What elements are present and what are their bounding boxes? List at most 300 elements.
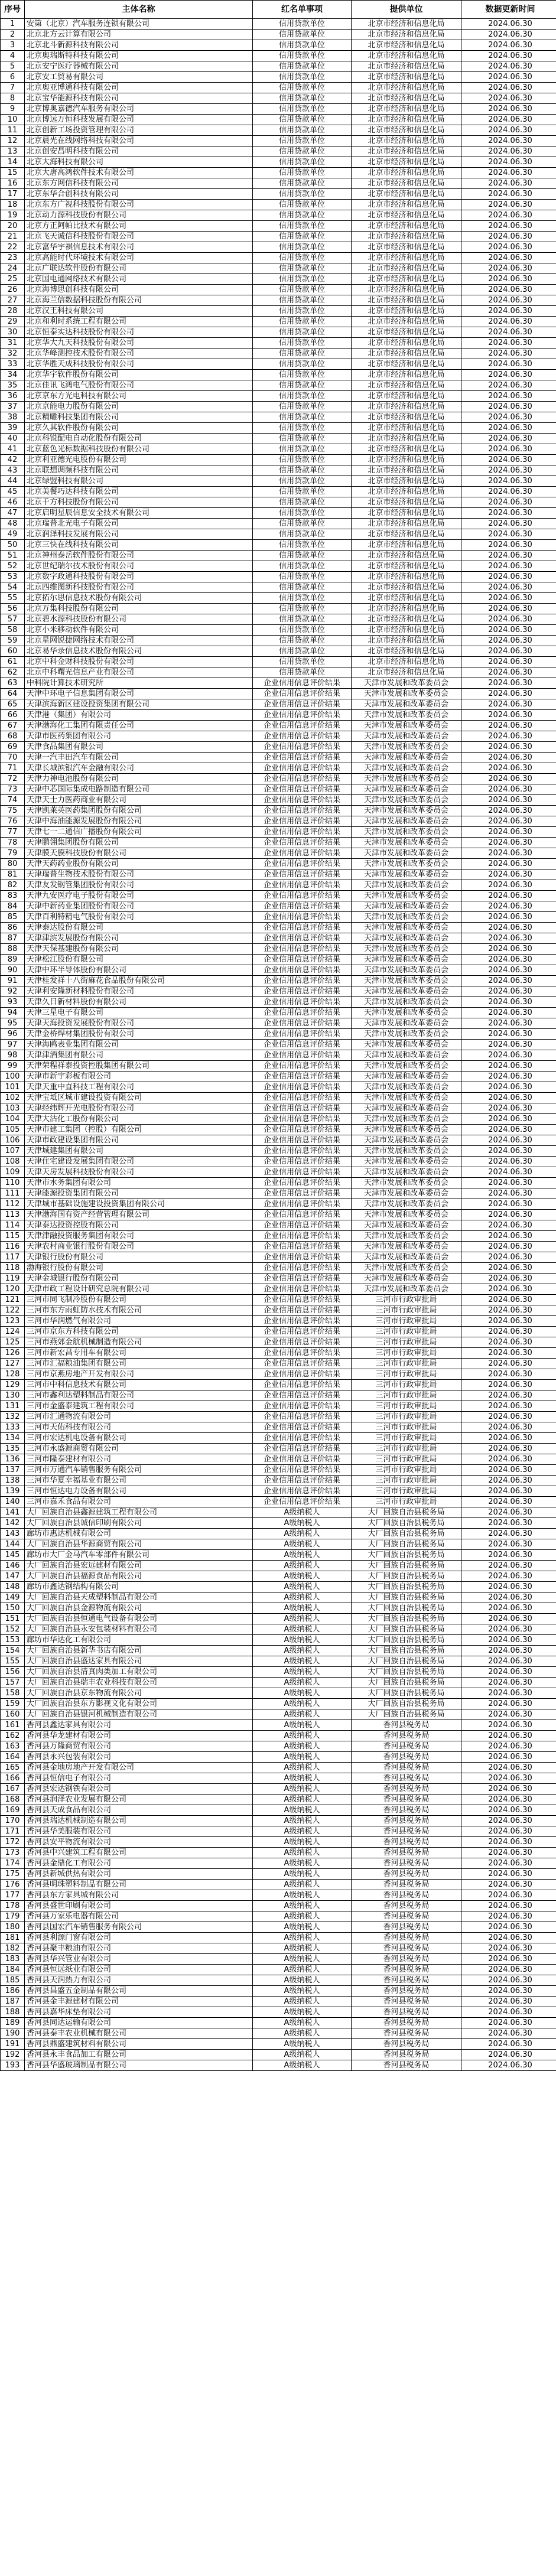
cell-date: 2024.06.30 bbox=[461, 338, 556, 349]
cell-no: 30 bbox=[1, 327, 25, 338]
cell-date: 2024.06.30 bbox=[461, 657, 556, 667]
cell-provider: 香河县税务局 bbox=[352, 1975, 461, 1986]
cell-item: A级纳税人 bbox=[253, 1603, 352, 1614]
cell-provider: 北京市经济和信息化局 bbox=[352, 465, 461, 476]
cell-no: 132 bbox=[1, 1412, 25, 1422]
cell-provider: 北京市经济和信息化局 bbox=[352, 476, 461, 487]
cell-provider: 大厂回族自治县税务局 bbox=[352, 1624, 461, 1635]
cell-name: 北京华大九天科技股份有限公司 bbox=[25, 338, 253, 349]
table-row bbox=[1, 625, 556, 636]
cell-provider: 北京市经济和信息化局 bbox=[352, 40, 461, 51]
cell-name: 天津市政工程设计研究总院有限公司 bbox=[25, 1284, 253, 1295]
cell-provider: 香河县税务局 bbox=[352, 1911, 461, 1922]
cell-item: 企业信用信息评价结果 bbox=[253, 1018, 352, 1029]
cell-date: 2024.06.30 bbox=[461, 189, 556, 200]
cell-date: 2024.06.30 bbox=[461, 423, 556, 434]
table-row bbox=[1, 1497, 556, 1507]
cell-provider: 大厂回族自治县税务局 bbox=[352, 1699, 461, 1709]
cell-no: 10 bbox=[1, 115, 25, 125]
cell-no: 114 bbox=[1, 1220, 25, 1231]
cell-name: 天津天重中直科技工程有限公司 bbox=[25, 1082, 253, 1093]
table-row bbox=[1, 1135, 556, 1146]
cell-date: 2024.06.30 bbox=[461, 285, 556, 295]
cell-provider: 天津市发展和改革委员会 bbox=[352, 1125, 461, 1135]
cell-provider: 北京市经济和信息化局 bbox=[352, 115, 461, 125]
cell-name: 香河县东方家具城有限公司 bbox=[25, 1890, 253, 1901]
cell-date: 2024.06.30 bbox=[461, 1550, 556, 1561]
cell-name: 香河县嘉华床垫有限公司 bbox=[25, 2007, 253, 2018]
cell-item: 信用贷款单位 bbox=[253, 263, 352, 274]
table-row bbox=[1, 465, 556, 476]
header-no: 序号 bbox=[1, 1, 25, 19]
table-row bbox=[1, 731, 556, 742]
cell-provider: 北京市经济和信息化局 bbox=[352, 61, 461, 72]
cell-provider: 天津市发展和改革委员会 bbox=[352, 912, 461, 923]
cell-no: 128 bbox=[1, 1369, 25, 1380]
cell-item: 企业信用信息评价结果 bbox=[253, 1295, 352, 1305]
table-row bbox=[1, 51, 556, 61]
cell-date: 2024.06.30 bbox=[461, 2050, 556, 2060]
cell-name: 三河市鑫利达塑料制品有限公司 bbox=[25, 1390, 253, 1401]
cell-provider: 天津市发展和改革委员会 bbox=[352, 1284, 461, 1295]
table-row bbox=[1, 1752, 556, 1763]
cell-name: 三河市华润燃气有限公司 bbox=[25, 1316, 253, 1327]
cell-date: 2024.06.30 bbox=[461, 1114, 556, 1125]
cell-no: 56 bbox=[1, 604, 25, 614]
cell-item: 信用贷款单位 bbox=[253, 614, 352, 625]
cell-name: 天津大沽化工股份有限公司 bbox=[25, 1114, 253, 1125]
cell-no: 125 bbox=[1, 1337, 25, 1348]
cell-no: 113 bbox=[1, 1210, 25, 1220]
cell-date: 2024.06.30 bbox=[461, 1454, 556, 1465]
table-row bbox=[1, 83, 556, 93]
cell-name: 大厂回族自治县清真肉类加工有限公司 bbox=[25, 1667, 253, 1678]
cell-provider: 香河县税务局 bbox=[352, 1901, 461, 1911]
cell-no: 148 bbox=[1, 1582, 25, 1593]
table-row bbox=[1, 1369, 556, 1380]
cell-provider: 天津市发展和改革委员会 bbox=[352, 689, 461, 699]
cell-item: 企业信用信息评价结果 bbox=[253, 753, 352, 763]
cell-date: 2024.06.30 bbox=[461, 434, 556, 444]
cell-provider: 香河县税务局 bbox=[352, 1869, 461, 1880]
table-row bbox=[1, 1465, 556, 1476]
table-row bbox=[1, 689, 556, 699]
cell-name: 大厂回族自治县诚信印刷有限公司 bbox=[25, 1518, 253, 1529]
cell-item: 企业信用信息评价结果 bbox=[253, 933, 352, 944]
table-row bbox=[1, 582, 556, 593]
cell-provider: 三河市行政审批局 bbox=[352, 1348, 461, 1359]
table-row bbox=[1, 1220, 556, 1231]
cell-date: 2024.06.30 bbox=[461, 1220, 556, 1231]
cell-name: 香河县利源门窗有限公司 bbox=[25, 1933, 253, 1943]
cell-no: 143 bbox=[1, 1529, 25, 1539]
cell-provider: 北京市经济和信息化局 bbox=[352, 497, 461, 508]
cell-provider: 香河县税务局 bbox=[352, 1816, 461, 1826]
cell-name: 北京绿盟科技有限公司 bbox=[25, 476, 253, 487]
cell-date: 2024.06.30 bbox=[461, 1848, 556, 1858]
cell-item: 信用贷款单位 bbox=[253, 189, 352, 200]
cell-item: 企业信用信息评价结果 bbox=[253, 891, 352, 901]
cell-no: 9 bbox=[1, 104, 25, 115]
cell-date: 2024.06.30 bbox=[461, 327, 556, 338]
cell-name: 天津凯莱英医药集团股份有限公司 bbox=[25, 806, 253, 816]
cell-item: 企业信用信息评价结果 bbox=[253, 1337, 352, 1348]
cell-item: 企业信用信息评价结果 bbox=[253, 784, 352, 795]
table-row bbox=[1, 923, 556, 933]
cell-name: 大厂回族自治县银河机械制造有限公司 bbox=[25, 1709, 253, 1720]
table-row bbox=[1, 657, 556, 667]
cell-provider: 北京市经济和信息化局 bbox=[352, 19, 461, 30]
cell-date: 2024.06.30 bbox=[461, 1720, 556, 1731]
table-row bbox=[1, 1082, 556, 1093]
cell-no: 44 bbox=[1, 476, 25, 487]
cell-provider: 北京市经济和信息化局 bbox=[352, 519, 461, 529]
table-row bbox=[1, 1816, 556, 1826]
cell-item: 信用贷款单位 bbox=[253, 274, 352, 285]
cell-date: 2024.06.30 bbox=[461, 1752, 556, 1763]
cell-name: 大厂回族自治县盛达家具有限公司 bbox=[25, 1656, 253, 1667]
cell-item: 企业信用信息评价结果 bbox=[253, 1454, 352, 1465]
cell-name: 天津膜天膜科技股份有限公司 bbox=[25, 848, 253, 859]
cell-item: A级纳税人 bbox=[253, 1646, 352, 1656]
cell-date: 2024.06.30 bbox=[461, 604, 556, 614]
cell-provider: 大厂回族自治县税务局 bbox=[352, 1539, 461, 1550]
cell-no: 129 bbox=[1, 1380, 25, 1390]
cell-item: 企业信用信息评价结果 bbox=[253, 1178, 352, 1188]
table-row bbox=[1, 72, 556, 83]
cell-date: 2024.06.30 bbox=[461, 1763, 556, 1773]
cell-item: 信用贷款单位 bbox=[253, 51, 352, 61]
cell-item: 企业信用信息评价结果 bbox=[253, 859, 352, 869]
cell-item: A级纳税人 bbox=[253, 1731, 352, 1741]
cell-no: 135 bbox=[1, 1444, 25, 1454]
table-row bbox=[1, 891, 556, 901]
table-row bbox=[1, 551, 556, 561]
cell-name: 大厂回族自治县金源物流有限公司 bbox=[25, 1603, 253, 1614]
cell-no: 16 bbox=[1, 178, 25, 189]
cell-name: 三河市京燕房地产开发有限公司 bbox=[25, 1369, 253, 1380]
cell-provider: 天津市发展和改革委员会 bbox=[352, 816, 461, 827]
cell-provider: 北京市经济和信息化局 bbox=[352, 168, 461, 178]
cell-no: 131 bbox=[1, 1401, 25, 1412]
cell-no: 1 bbox=[1, 19, 25, 30]
cell-name: 天津天士力医药商业有限公司 bbox=[25, 795, 253, 806]
cell-date: 2024.06.30 bbox=[461, 125, 556, 136]
cell-no: 64 bbox=[1, 689, 25, 699]
cell-item: 企业信用信息评价结果 bbox=[253, 1008, 352, 1018]
table-row bbox=[1, 1986, 556, 1997]
cell-no: 162 bbox=[1, 1731, 25, 1741]
cell-date: 2024.06.30 bbox=[461, 370, 556, 380]
table-row bbox=[1, 1242, 556, 1252]
cell-no: 37 bbox=[1, 402, 25, 412]
table-row bbox=[1, 1784, 556, 1795]
cell-item: 企业信用信息评价结果 bbox=[253, 721, 352, 731]
cell-date: 2024.06.30 bbox=[461, 923, 556, 933]
cell-name: 北京润泽科技发展有限公司 bbox=[25, 529, 253, 540]
cell-date: 2024.06.30 bbox=[461, 795, 556, 806]
cell-provider: 北京市经济和信息化局 bbox=[352, 157, 461, 168]
cell-no: 80 bbox=[1, 859, 25, 869]
cell-date: 2024.06.30 bbox=[461, 1401, 556, 1412]
cell-provider: 天津市发展和改革委员会 bbox=[352, 1008, 461, 1018]
cell-no: 156 bbox=[1, 1667, 25, 1678]
cell-no: 167 bbox=[1, 1784, 25, 1795]
cell-no: 77 bbox=[1, 827, 25, 838]
cell-date: 2024.06.30 bbox=[461, 200, 556, 210]
cell-date: 2024.06.30 bbox=[461, 242, 556, 253]
cell-provider: 三河市行政审批局 bbox=[352, 1359, 461, 1369]
cell-no: 25 bbox=[1, 274, 25, 285]
cell-item: A级纳税人 bbox=[253, 1880, 352, 1890]
cell-no: 22 bbox=[1, 242, 25, 253]
cell-name: 北京中科曙光信息产业有限公司 bbox=[25, 667, 253, 678]
cell-item: A级纳税人 bbox=[253, 1550, 352, 1561]
cell-name: 北京神州泰岳软件股份有限公司 bbox=[25, 551, 253, 561]
cell-item: A级纳税人 bbox=[253, 1890, 352, 1901]
cell-name: 三河市燕郊金航机械制造有限公司 bbox=[25, 1337, 253, 1348]
cell-item: 企业信用信息评价结果 bbox=[253, 1072, 352, 1082]
cell-no: 17 bbox=[1, 189, 25, 200]
cell-name: 天津宝坻区城市建设投资有限公司 bbox=[25, 1093, 253, 1103]
cell-date: 2024.06.30 bbox=[461, 487, 556, 497]
cell-date: 2024.06.30 bbox=[461, 1529, 556, 1539]
cell-provider: 天津市发展和改革委员会 bbox=[352, 1050, 461, 1061]
cell-no: 139 bbox=[1, 1486, 25, 1497]
cell-item: A级纳税人 bbox=[253, 1656, 352, 1667]
cell-item: 信用贷款单位 bbox=[253, 667, 352, 678]
table-row bbox=[1, 1667, 556, 1678]
table-row bbox=[1, 1646, 556, 1656]
table-row bbox=[1, 1731, 556, 1741]
table-row bbox=[1, 1624, 556, 1635]
cell-item: 信用贷款单位 bbox=[253, 72, 352, 83]
cell-name: 北京安工贸易有限公司 bbox=[25, 72, 253, 83]
cell-provider: 北京市经济和信息化局 bbox=[352, 200, 461, 210]
cell-item: 企业信用信息评价结果 bbox=[253, 997, 352, 1008]
header-date: 数据更新时间 bbox=[461, 1, 556, 19]
cell-provider: 香河县税务局 bbox=[352, 2039, 461, 2050]
table-row bbox=[1, 1072, 556, 1082]
cell-name: 香河县华美服装有限公司 bbox=[25, 1826, 253, 1837]
cell-item: 企业信用信息评价结果 bbox=[253, 678, 352, 689]
table-row bbox=[1, 1571, 556, 1582]
cell-no: 62 bbox=[1, 667, 25, 678]
cell-name: 三河市天佑科技有限公司 bbox=[25, 1422, 253, 1433]
table-row bbox=[1, 1678, 556, 1688]
table-row bbox=[1, 976, 556, 986]
cell-item: A级纳税人 bbox=[253, 2039, 352, 2050]
table-row bbox=[1, 848, 556, 859]
table-row bbox=[1, 699, 556, 710]
cell-name: 大厂回族自治县东方影视文化有限公司 bbox=[25, 1699, 253, 1709]
cell-no: 96 bbox=[1, 1029, 25, 1040]
cell-name: 北京华宇软件股份有限公司 bbox=[25, 370, 253, 380]
table-row bbox=[1, 1188, 556, 1199]
cell-name: 北京高能时代环境技术有限公司 bbox=[25, 253, 253, 263]
cell-date: 2024.06.30 bbox=[461, 1880, 556, 1890]
table-row bbox=[1, 593, 556, 604]
cell-item: A级纳税人 bbox=[253, 1954, 352, 1965]
cell-date: 2024.06.30 bbox=[461, 1476, 556, 1486]
cell-date: 2024.06.30 bbox=[461, 1582, 556, 1593]
cell-date: 2024.06.30 bbox=[461, 955, 556, 965]
cell-provider: 天津市发展和改革委员会 bbox=[352, 933, 461, 944]
cell-provider: 三河市行政审批局 bbox=[352, 1486, 461, 1497]
table-row bbox=[1, 1444, 556, 1454]
cell-item: 企业信用信息评价结果 bbox=[253, 880, 352, 891]
cell-provider: 天津市发展和改革委员会 bbox=[352, 753, 461, 763]
cell-no: 52 bbox=[1, 561, 25, 572]
cell-no: 193 bbox=[1, 2060, 25, 2071]
table-row bbox=[1, 965, 556, 976]
cell-name: 天津市医药集团有限公司 bbox=[25, 731, 253, 742]
cell-date: 2024.06.30 bbox=[461, 19, 556, 30]
cell-date: 2024.06.30 bbox=[461, 1465, 556, 1476]
cell-item: 企业信用信息评价结果 bbox=[253, 1082, 352, 1093]
table-row bbox=[1, 763, 556, 774]
cell-date: 2024.06.30 bbox=[461, 402, 556, 412]
cell-date: 2024.06.30 bbox=[461, 1561, 556, 1571]
cell-date: 2024.06.30 bbox=[461, 1305, 556, 1316]
cell-name: 天津渤海化工集团有限责任公司 bbox=[25, 721, 253, 731]
cell-provider: 大厂回族自治县税务局 bbox=[352, 1529, 461, 1539]
cell-date: 2024.06.30 bbox=[461, 412, 556, 423]
cell-no: 145 bbox=[1, 1550, 25, 1561]
table-row bbox=[1, 1040, 556, 1050]
cell-name: 大厂回族自治县鑫源建筑工程有限公司 bbox=[25, 1507, 253, 1518]
cell-item: 信用贷款单位 bbox=[253, 285, 352, 295]
cell-provider: 北京市经济和信息化局 bbox=[352, 263, 461, 274]
cell-no: 153 bbox=[1, 1635, 25, 1646]
cell-no: 123 bbox=[1, 1316, 25, 1327]
cell-date: 2024.06.30 bbox=[461, 1146, 556, 1157]
table-row bbox=[1, 1911, 556, 1922]
cell-no: 150 bbox=[1, 1603, 25, 1614]
cell-item: A级纳税人 bbox=[253, 1507, 352, 1518]
cell-provider: 香河县税务局 bbox=[352, 2050, 461, 2060]
cell-date: 2024.06.30 bbox=[461, 667, 556, 678]
cell-no: 187 bbox=[1, 1997, 25, 2007]
cell-date: 2024.06.30 bbox=[461, 1805, 556, 1816]
cell-item: A级纳税人 bbox=[253, 1837, 352, 1848]
table-row bbox=[1, 1476, 556, 1486]
cell-provider: 天津市发展和改革委员会 bbox=[352, 848, 461, 859]
table-row bbox=[1, 19, 556, 30]
cell-date: 2024.06.30 bbox=[461, 742, 556, 753]
cell-item: 信用贷款单位 bbox=[253, 125, 352, 136]
cell-date: 2024.06.30 bbox=[461, 551, 556, 561]
cell-provider: 北京市经济和信息化局 bbox=[352, 551, 461, 561]
cell-item: 信用贷款单位 bbox=[253, 338, 352, 349]
table-row bbox=[1, 93, 556, 104]
cell-item: 企业信用信息评价结果 bbox=[253, 1486, 352, 1497]
cell-name: 北京海兰信数据科技股份有限公司 bbox=[25, 295, 253, 306]
cell-date: 2024.06.30 bbox=[461, 1507, 556, 1518]
cell-date: 2024.06.30 bbox=[461, 880, 556, 891]
cell-item: 信用贷款单位 bbox=[253, 561, 352, 572]
cell-name: 大厂回族自治县天成塑料制品有限公司 bbox=[25, 1593, 253, 1603]
cell-provider: 北京市经济和信息化局 bbox=[352, 221, 461, 232]
cell-item: A级纳税人 bbox=[253, 1911, 352, 1922]
table-row bbox=[1, 146, 556, 157]
cell-no: 181 bbox=[1, 1933, 25, 1943]
cell-date: 2024.06.30 bbox=[461, 582, 556, 593]
cell-name: 三河市汇通物流有限公司 bbox=[25, 1412, 253, 1422]
cell-no: 3 bbox=[1, 40, 25, 51]
cell-provider: 天津市发展和改革委员会 bbox=[352, 784, 461, 795]
cell-item: 企业信用信息评价结果 bbox=[253, 689, 352, 699]
cell-no: 165 bbox=[1, 1763, 25, 1773]
table-row bbox=[1, 1773, 556, 1784]
table-row bbox=[1, 933, 556, 944]
cell-item: 信用贷款单位 bbox=[253, 83, 352, 93]
cell-item: A级纳税人 bbox=[253, 1965, 352, 1975]
cell-provider: 天津市发展和改革委员会 bbox=[352, 1188, 461, 1199]
cell-date: 2024.06.30 bbox=[461, 232, 556, 242]
cell-provider: 大厂回族自治县税务局 bbox=[352, 1646, 461, 1656]
cell-provider: 三河市行政审批局 bbox=[352, 1465, 461, 1476]
cell-item: 企业信用信息评价结果 bbox=[253, 1274, 352, 1284]
table-row bbox=[1, 1125, 556, 1135]
cell-name: 北京京能电力股份有限公司 bbox=[25, 402, 253, 412]
table-row bbox=[1, 1295, 556, 1305]
cell-no: 172 bbox=[1, 1837, 25, 1848]
table-row bbox=[1, 1093, 556, 1103]
cell-provider: 天津市发展和改革委员会 bbox=[352, 944, 461, 955]
cell-date: 2024.06.30 bbox=[461, 1274, 556, 1284]
cell-name: 香河县新城供热有限公司 bbox=[25, 1869, 253, 1880]
cell-provider: 天津市发展和改革委员会 bbox=[352, 955, 461, 965]
cell-date: 2024.06.30 bbox=[461, 646, 556, 657]
cell-item: A级纳税人 bbox=[253, 1773, 352, 1784]
table-row bbox=[1, 30, 556, 40]
cell-no: 86 bbox=[1, 923, 25, 933]
cell-item: A级纳税人 bbox=[253, 1858, 352, 1869]
cell-name: 北京汉王科技有限公司 bbox=[25, 306, 253, 317]
cell-item: A级纳税人 bbox=[253, 1869, 352, 1880]
table-row bbox=[1, 274, 556, 285]
table-row bbox=[1, 572, 556, 582]
cell-no: 87 bbox=[1, 933, 25, 944]
table-row bbox=[1, 2018, 556, 2028]
cell-no: 7 bbox=[1, 83, 25, 93]
cell-item: 信用贷款单位 bbox=[253, 465, 352, 476]
cell-name: 北京小米移动软件有限公司 bbox=[25, 625, 253, 636]
cell-name: 北京美餐巧达科技有限公司 bbox=[25, 487, 253, 497]
cell-name: 北京千方科技股份有限公司 bbox=[25, 497, 253, 508]
cell-date: 2024.06.30 bbox=[461, 1965, 556, 1975]
cell-date: 2024.06.30 bbox=[461, 1061, 556, 1072]
cell-provider: 北京市经济和信息化局 bbox=[352, 561, 461, 572]
cell-date: 2024.06.30 bbox=[461, 1040, 556, 1050]
cell-no: 54 bbox=[1, 582, 25, 593]
cell-name: 中科院计算技术研究所 bbox=[25, 678, 253, 689]
cell-name: 香河县同达运输有限公司 bbox=[25, 2018, 253, 2028]
cell-item: 信用贷款单位 bbox=[253, 306, 352, 317]
table-row bbox=[1, 2039, 556, 2050]
cell-provider: 天津市发展和改革委员会 bbox=[352, 880, 461, 891]
cell-item: A级纳税人 bbox=[253, 2007, 352, 2018]
cell-item: A级纳税人 bbox=[253, 1699, 352, 1709]
cell-no: 163 bbox=[1, 1741, 25, 1752]
table-row bbox=[1, 1561, 556, 1571]
cell-date: 2024.06.30 bbox=[461, 784, 556, 795]
cell-no: 66 bbox=[1, 710, 25, 721]
cell-item: A级纳税人 bbox=[253, 1667, 352, 1678]
cell-provider: 天津市发展和改革委员会 bbox=[352, 1135, 461, 1146]
cell-name: 三河市金盛泰建筑工程有限公司 bbox=[25, 1401, 253, 1412]
